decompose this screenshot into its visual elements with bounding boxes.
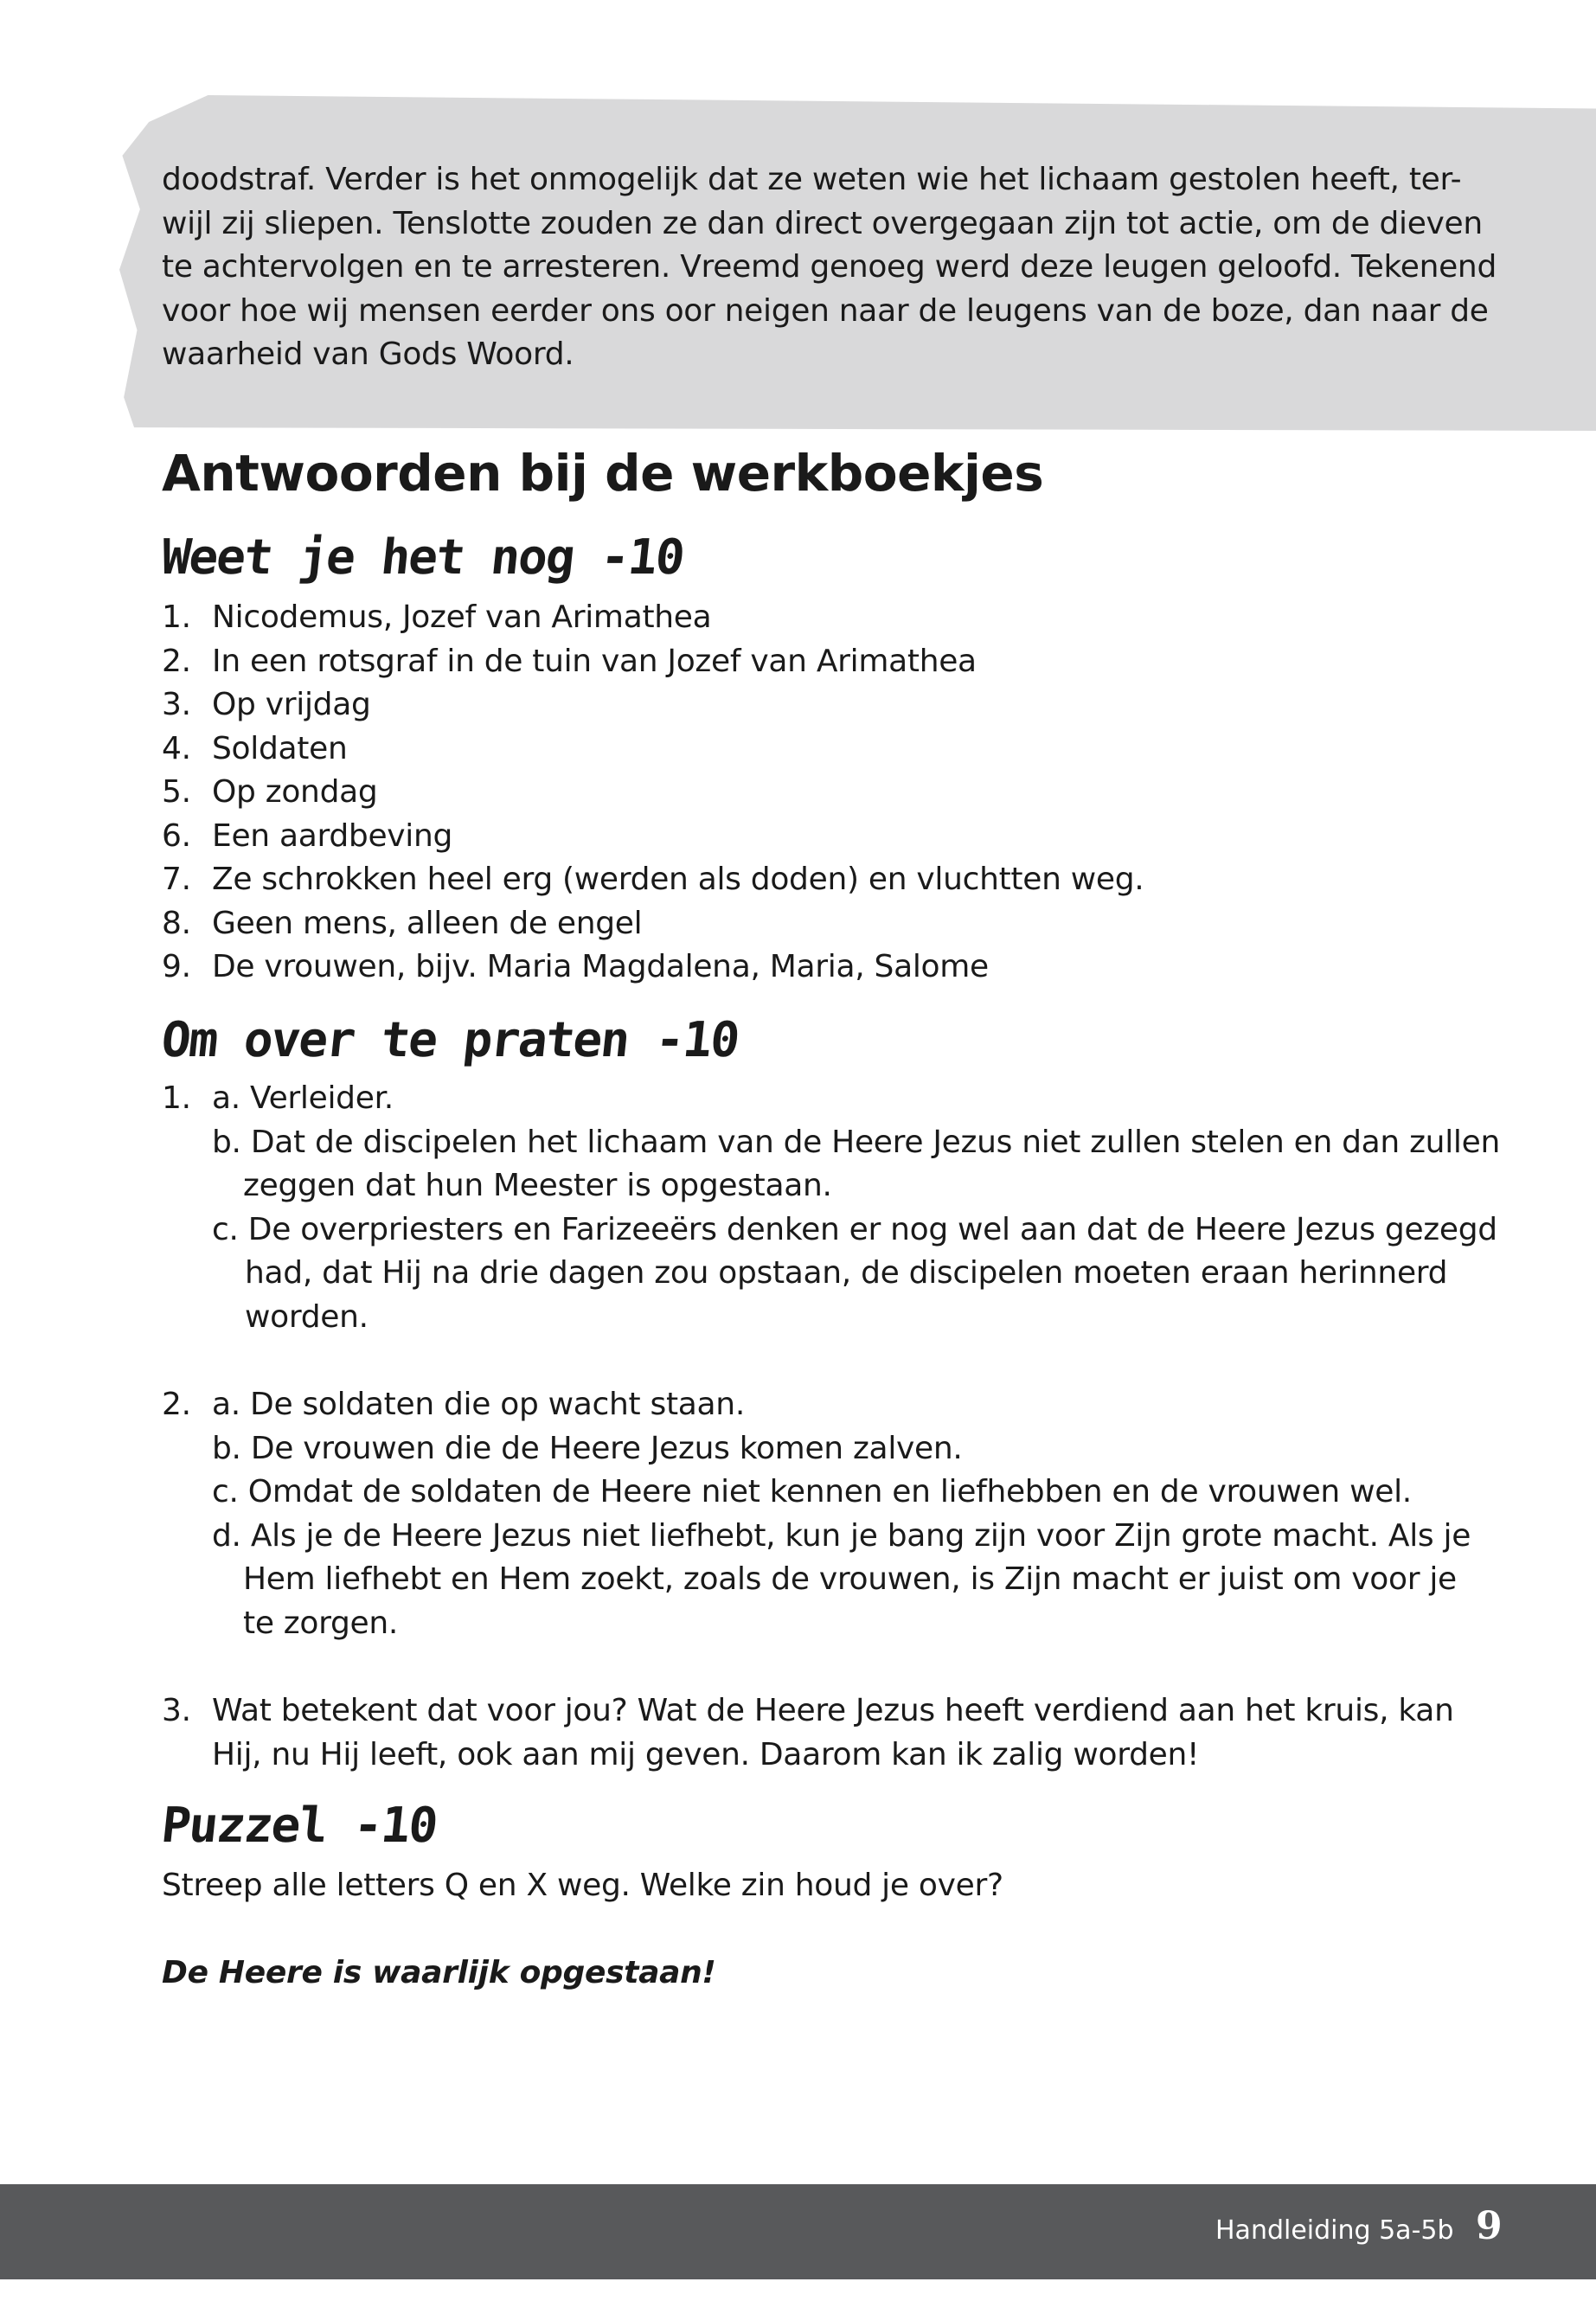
item-text: Wat betekent dat voor jou? Wat de Heere Jezus heeft verdiend aan het kruis, kan: [212, 1693, 1454, 1728]
page-number: 9: [1476, 2204, 1503, 2248]
item-number: 3.: [162, 687, 191, 722]
intro-line: waarheid van Gods Woord.: [162, 336, 574, 372]
intro-paragraph: [162, 158, 1497, 377]
item-number: 2.: [162, 643, 191, 679]
item-text: zeggen dat hun Meester is opgestaan.: [243, 1168, 832, 1203]
item-number: 5.: [162, 774, 191, 810]
item-number: 6.: [162, 817, 191, 854]
item-text: worden.: [245, 1298, 369, 1335]
item-text: d. Als je de Heere Jezus niet liefhebt, kun je bang zijn voor Zijn grote macht. Als je: [212, 1517, 1471, 1554]
item-number: 4.: [162, 730, 191, 766]
weet-heading: Weet je het nog -10: [158, 529, 687, 586]
item-text: Op vrijdag: [212, 687, 371, 722]
item-text: c. De overpriesters en Farizeeërs denken er nog wel aan dat de Heere Jezus gezegd: [212, 1211, 1497, 1247]
section-title: Antwoorden bij de werkboekjes: [162, 444, 1044, 503]
item-text: a. Verleider.: [212, 1080, 394, 1116]
intro-line: voor hoe wij mensen eerder ons oor neigen naar de leugens van de boze, dan naar de: [162, 292, 1489, 329]
item-text: b. De vrouwen die de Heere Jezus komen zalven.: [212, 1430, 963, 1466]
praten-heading: Om over te praten -10: [158, 1012, 741, 1068]
intro-line: wijl zij sliepen. Tenslotte zouden ze dan direct overgegaan zijn tot actie, om de dieven: [162, 205, 1483, 241]
puzzel-instruction: Streep alle letters Q en X weg. Welke zin houd je over?: [162, 1868, 1003, 1903]
item-text: a. De soldaten die op wacht staan.: [212, 1387, 745, 1422]
item-number: 1.: [162, 599, 191, 635]
item-text: Ze schrokken heel erg (werden als doden) en vluchtten weg.: [212, 862, 1144, 897]
footer-label: Handleiding 5a-5b: [1215, 2215, 1454, 2246]
item-text: Soldaten: [212, 730, 348, 766]
item-number: 3.: [162, 1693, 191, 1728]
item-text: te zorgen.: [243, 1605, 399, 1641]
item-text: c. Omdat de soldaten de Heere niet kennen en liefhebben en de vrouwen wel.: [212, 1474, 1412, 1509]
item-number: 7.: [162, 862, 191, 897]
item-number: 1.: [162, 1080, 191, 1116]
item-text: In een rotsgraf in de tuin van Jozef van Arimathea: [212, 643, 977, 679]
item-text: b. Dat de discipelen het lichaam van de Heere Jezus niet zullen stelen en dan zullen: [212, 1124, 1500, 1160]
intro-line: te achtervolgen en te arresteren. Vreemd genoeg werd deze leugen geloofd. Tekenend: [162, 249, 1497, 285]
item-text: Geen mens, alleen de engel: [212, 905, 643, 941]
intro-line: doodstraf. Verder is het onmogelijk dat ze weten wie het lichaam gestolen heeft, ter-: [162, 162, 1462, 197]
item-text: had, dat Hij na drie dagen zou opstaan, de discipelen moeten eraan herinnerd: [245, 1255, 1448, 1291]
item-text: Hij, nu Hij leeft, ook aan mij geven. Daarom kan ik zalig worden!: [212, 1736, 1200, 1772]
item-text: De vrouwen, bijv. Maria Magdalena, Maria, Salome: [212, 949, 989, 984]
item-number: 2.: [162, 1387, 191, 1422]
item-number: 8.: [162, 905, 191, 941]
item-text: Een aardbeving: [212, 817, 453, 854]
item-text: Hem liefhebt en Hem zoekt, zoals de vrouwen, is Zijn macht er juist om voor je: [243, 1561, 1457, 1597]
puzzel-answer: De Heere is waarlijk opgestaan!: [162, 1955, 716, 1990]
item-text: Nicodemus, Jozef van Arimathea: [212, 599, 712, 635]
item-number: 9.: [162, 949, 191, 984]
item-text: Op zondag: [212, 774, 378, 810]
puzzel-heading: Puzzel -10: [158, 1798, 439, 1854]
